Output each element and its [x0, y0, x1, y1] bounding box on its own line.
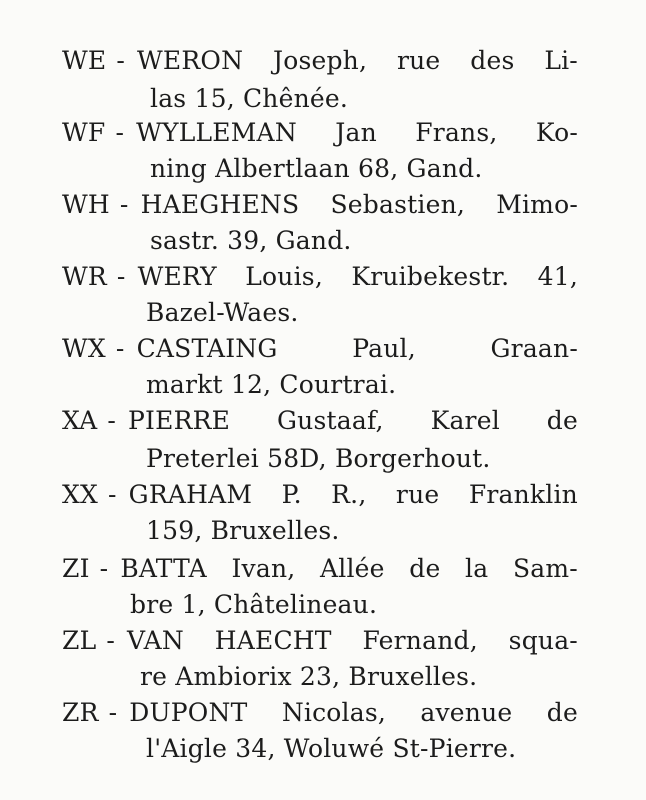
- entry-word: GRAHAM: [128, 480, 253, 509]
- entry-word: HAEGHENS: [140, 190, 300, 219]
- entry-word: rue: [396, 46, 441, 75]
- entry-line-2: bre 1, Châtelineau.: [130, 590, 378, 619]
- entry-line-1: [138, 262, 578, 292]
- entry-line-1: [120, 554, 578, 584]
- entry-line-2: sastr. 39, Gand.: [150, 226, 352, 255]
- entry-word: la: [465, 554, 489, 583]
- entry-word: Sebastien,: [330, 190, 466, 219]
- entry-line-2: 159, Bruxelles.: [146, 516, 340, 545]
- entry-code: ZL: [62, 626, 97, 655]
- entry-line-2: re Ambiorix 23, Bruxelles.: [140, 662, 478, 691]
- entry-word: Franklin: [468, 480, 578, 509]
- entry-word: Nicolas,: [281, 698, 387, 727]
- directory-page: WE - WERON Joseph, rue des Li- las 15, Chênée. WF - WYLLEMAN Jan Frans, Ko- ning Albertlaan 68, Gand. WH - HAEGHENS Sebastien, Mimo- sastr. 39, Gand. WR - WERY Louis, Kruibekestr. 41, Bazel-Waes. WX - CASTAING Paul, Graan- markt 12, Courtrai. XA - PIERRE Gustaaf, Karel de Preterlei 58D, Borgerhout. XX - GRAHAM P. R., rue Franklin 159, Bruxelles. ZI - BATTA Ivan, Allée de la Sam- bre 1, Châtelineau. ZL - VAN HAECHT Fernand, squa- re Ambiorix 23, Bruxelles. ZR - DUPONT Nicolas, avenue de l'Aigle 34, Woluwé St-Pierre.: [62, 46, 578, 763]
- entry-word: Frans,: [415, 118, 498, 147]
- entry-word: Ko-: [535, 118, 578, 147]
- entry-line-2: Bazel-Waes.: [146, 298, 299, 327]
- entry-word: Fernand,: [362, 626, 478, 655]
- entry-word: de: [546, 698, 578, 727]
- entry-word: WERY: [137, 262, 217, 291]
- entry-line-2: las 15, Chênée.: [150, 84, 349, 113]
- entry-word: Kruibekestr.: [351, 262, 510, 291]
- entry-code: ZR: [62, 698, 99, 727]
- entry-word: Karel: [430, 406, 500, 435]
- entry-line-1: [137, 46, 578, 76]
- entry-word: BATTA: [120, 554, 207, 583]
- entry-word: des: [470, 46, 515, 75]
- entry-word: avenue: [420, 698, 513, 727]
- entry-word: de: [546, 406, 578, 435]
- entry-word: Louis,: [245, 262, 323, 291]
- entry-line-2: markt 12, Courtrai.: [146, 370, 397, 399]
- entry-line-2: l'Aigle 34, Woluwé St-Pierre.: [146, 734, 517, 763]
- entry-code: WE: [62, 46, 107, 75]
- entry-line-1: [129, 480, 578, 510]
- entry-line-1: [137, 334, 578, 364]
- entry-word: Gustaaf,: [276, 406, 384, 435]
- entry-code: XA: [62, 406, 98, 435]
- entry-word: Li-: [544, 46, 578, 75]
- entry-word: Sam-: [512, 554, 578, 583]
- entry-word: Jan: [335, 118, 377, 147]
- entry-line-2: ning Albertlaan 68, Gand.: [150, 154, 483, 183]
- entry-line-1: [129, 698, 578, 728]
- entry-word: de: [409, 554, 441, 583]
- entry-word: VAN: [127, 626, 184, 655]
- entry-word: Mimo-: [496, 190, 578, 219]
- entry-code: WH: [62, 190, 110, 219]
- entry-code: XX: [62, 480, 98, 509]
- entry-word: PIERRE: [128, 406, 231, 435]
- entry-word: DUPONT: [129, 698, 248, 727]
- entry-word: P.: [281, 480, 302, 509]
- entry-code: ZI: [62, 554, 90, 583]
- entry-word: 41,: [537, 262, 578, 291]
- entry-word: WERON: [137, 46, 244, 75]
- entry-line-2: Preterlei 58D, Borgerhout.: [146, 444, 491, 473]
- entry-word: rue: [395, 480, 440, 509]
- entry-word: WYLLEMAN: [136, 118, 297, 147]
- entry-word: squa-: [508, 626, 578, 655]
- entry-word: Paul,: [352, 334, 416, 363]
- entry-code: WF: [62, 118, 106, 147]
- entry-line-1: [128, 406, 578, 436]
- entry-word: Allée: [320, 554, 385, 583]
- entry-line-1: [136, 118, 578, 148]
- entry-line-1: [141, 190, 578, 220]
- entry-code: WR: [62, 262, 107, 291]
- entry-word: HAECHT: [214, 626, 332, 655]
- entry-word: R.,: [331, 480, 367, 509]
- entry-word: Joseph,: [272, 46, 368, 75]
- entry-code: WX: [62, 334, 106, 363]
- entry-word: Ivan,: [231, 554, 296, 583]
- entry-word: Graan-: [490, 334, 578, 363]
- entry-line-1: [127, 626, 578, 656]
- entry-word: CASTAING: [136, 334, 278, 363]
